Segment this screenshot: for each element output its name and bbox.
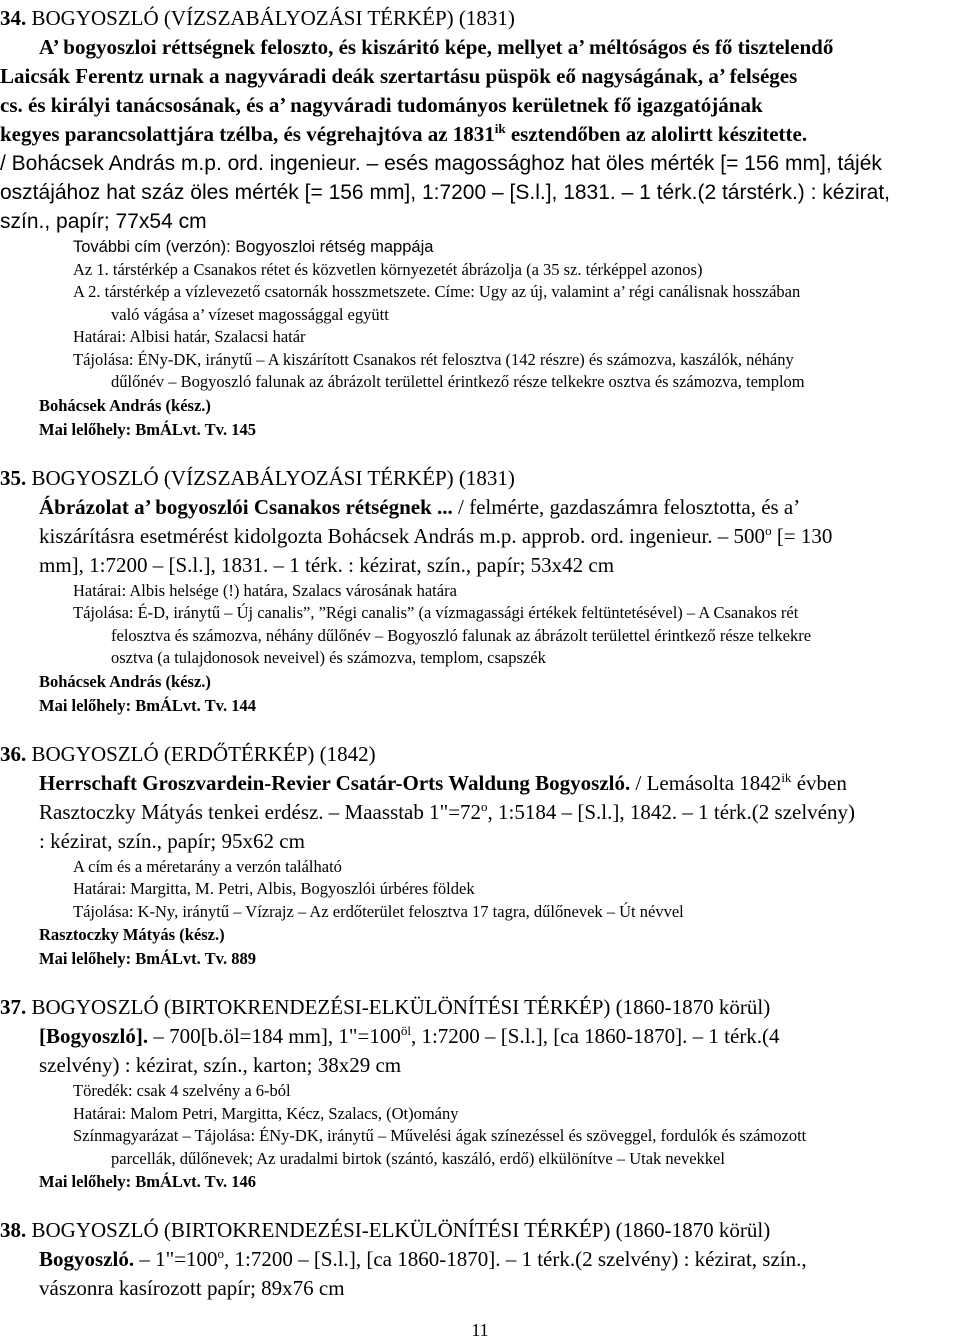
scale-text: – 1"=100 (134, 1247, 218, 1271)
entry-title-line (39, 798, 959, 827)
scale-text: – 700[b.öl=184 mm], 1"=100 (148, 1024, 401, 1048)
entry-title-line (0, 120, 959, 149)
entry-number: 34. (0, 6, 27, 30)
entry-title-line: Laicsák Ferentz urnak a nagyváradi deák szertartásu püspök eő nagyságának, a’ felséges (0, 64, 798, 88)
entry-title-line (39, 769, 959, 798)
responsibility-text: / Lemásolta 1842 (630, 770, 782, 795)
entry-number: 36. (0, 741, 27, 766)
title-text: esztendőben az alolirtt készitette. (505, 122, 808, 146)
location-line: Mai lelőhely: BmÁLvt. Tv. 144 (39, 695, 256, 715)
responsibility-text: / Bohácsek András m.p. ord. ingenieur. (0, 152, 361, 175)
entry-title-heading: BOGYOSZLÓ (ERDŐTÉRKÉP) (1842) (31, 741, 376, 766)
scale-text: [= 130 (771, 523, 833, 548)
entry-title-heading: BOGYOSZLÓ (BIRTOKRENDEZÉSI-ELKÜLÖNÍTÉSI TÉRKÉP) (1860-1870 körül) (31, 995, 771, 1019)
page-number: 11 (471, 1320, 489, 1340)
entry-title-line (39, 1245, 959, 1274)
entry-title-line: A’ bogyoszloi réttségnek feloszto, és kiszáritó képe, mellyet a’ méltóságos és fő tisztelendő (39, 35, 834, 59)
entry-title-heading: BOGYOSZLÓ (BIRTOKRENDEZÉSI-ELKÜLÖNÍTÉSI TÉRKÉP) (1860-1870 körül) (31, 1218, 771, 1242)
note-line: Határai: Margitta, M. Petri, Albis, Bogyoszlói úrbéres földek (73, 879, 475, 898)
note-line: Az 1. társtérkép a Csanakos rétet és közvetlen környezetét ábrázolja (a 35 sz. térképpel azonos) (73, 259, 703, 279)
responsibility-line (0, 149, 959, 178)
note-line: osztva (a tulajdonosok neveivel) és számozva, templom, csapszék (111, 648, 546, 667)
location-line: Mai lelőhely: BmÁLvt. Tv. 146 (39, 1172, 256, 1191)
spacer (39, 718, 959, 740)
spacer (39, 971, 959, 993)
entry-number: 37. (0, 995, 27, 1019)
scale-text: , 1:7200 – [S.l.], [ca 1860-1870]. – 1 térk.(2 szelvény) : kézirat, szín., (224, 1247, 807, 1271)
responsibility-text: kiszárításra esetmérést kidolgozta Bohácsek András m.p. approb. ord. ingenieur. – 500 (39, 523, 766, 548)
superscript: o (217, 1246, 225, 1261)
note-line: Tájolása: ÉNy-DK, iránytű – A kiszárított Csanakos rét felosztva (142 részre) és számozva, kaszálók, néhány (73, 349, 794, 369)
responsibility-text: Rasztoczky Mátyás tenkei erdész. – Maasstab 1"=72 (39, 799, 482, 824)
note-line: felosztva és számozva, néhány dűlőnév – Bogyoszló falunak az ábrázolt területtel érintkező része telkekre (111, 625, 812, 645)
entry-title-heading: BOGYOSZLÓ (VÍZSZABÁLYOZÁSI TÉRKÉP) (1831) (31, 465, 515, 490)
note-line: való vágása a’ vízeset magossággal együtt (111, 304, 389, 324)
physical-description: szín., papír; 77x54 cm (0, 210, 207, 233)
superscript: ik (781, 769, 792, 785)
responsibility-line: osztájához hat száz öles mérték [= 156 mm], 1:7200 – [S.l.], 1831. – 1 térk.(2 társtérk.) : kézirat, (0, 181, 890, 204)
physical-description: szelvény) : kézirat, szín., karton; 38x29 cm (39, 1053, 402, 1077)
location-line: Mai lelőhely: BmÁLvt. Tv. 145 (39, 419, 256, 439)
entry-heading (0, 4, 959, 33)
entry-37 (0, 993, 959, 1194)
entry-heading (0, 740, 959, 769)
author-line: Bohácsek András (kész.) (39, 395, 211, 415)
responsibility-text: / felmérte, gazdaszámra felosztotta, és a’ (452, 494, 801, 519)
title-text: Bogyoszló. (39, 1247, 135, 1271)
superscript: o (481, 798, 488, 814)
note-line: Tájolása: K-Ny, iránytű – Vízrajz – Az erdőterület felosztva 17 tagra, dűlőnevek – Út névvel (73, 901, 684, 921)
superscript: öl (400, 1023, 411, 1038)
entry-heading (0, 1216, 959, 1245)
entry-heading (0, 993, 959, 1022)
entry-34 (0, 4, 959, 442)
physical-description: vászonra kasírozott papír; 89x76 cm (39, 1276, 345, 1300)
scale-text: , 1:7200 – [S.l.], [ca 1860-1870]. – 1 térk.(4 (410, 1024, 780, 1048)
note-line: Határai: Albis helsége (!) határa, Szalacs városának határa (73, 580, 457, 600)
note-line: parcellák, dűlőnevek; Az uradalmi birtok (szántó, kaszáló, erdő) elkülönítve – Utak nevekkel (111, 1148, 725, 1168)
title-text: kegyes parancsolattjára tzélba, és végrehajtóva az 1831 (0, 122, 495, 146)
entry-title-line: cs. és királyi tanácsosának, és a’ nagyváradi tudományos kerületnek fő igazgatójának (0, 93, 763, 117)
spacer (39, 442, 959, 464)
note-line: Töredék: csak 4 szelvény a 6-ból (73, 1081, 291, 1100)
entry-heading (0, 464, 959, 493)
entry-title-line (39, 522, 959, 551)
entry-35 (0, 464, 959, 718)
title-text: Ábrázolat a’ bogyoszlói Csanakos rétségnek ... (39, 494, 453, 519)
note-line: A cím és a méretarány a verzón található (73, 856, 342, 876)
entry-title-heading: BOGYOSZLÓ (VÍZSZABÁLYOZÁSI TÉRKÉP) (1831) (31, 6, 515, 30)
note-line: További cím (verzón): Bogyoszloi rétség mappája (73, 238, 434, 256)
note-line: Színmagyarázat – Tájolása: ÉNy-DK, iránytű – Művelési ágak színezéssel és szöveggel, fordulók és számozott (73, 1126, 807, 1145)
scale-text: – esés magossághoz hat öles mérték [= 156 mm], tájék (360, 152, 882, 175)
entry-number: 38. (0, 1218, 27, 1242)
superscript: o (765, 522, 772, 538)
entry-title-line (39, 493, 959, 522)
note-line: A 2. társtérkép a vízlevezető csatornák hosszmetszete. Címe: Ugy az új, valamint a’ régi canálisnak hosszában (73, 282, 801, 301)
title-text: Herrschaft Groszvardein-Revier Csatár-Orts Waldung Bogyoszló. (39, 770, 631, 795)
title-text: [Bogyoszló]. (39, 1024, 149, 1048)
entry-36 (0, 740, 959, 972)
author-line: Bohácsek András (kész.) (39, 671, 211, 691)
catalog-page (0, 4, 959, 1303)
scale-text: , 1:5184 – [S.l.], 1842. – 1 térk.(2 szelvény) (487, 799, 855, 824)
entry-number: 35. (0, 465, 27, 490)
spacer (39, 1194, 959, 1216)
note-line: Határai: Malom Petri, Margitta, Kécz, Szalacs, (Ot)omány (73, 1103, 459, 1123)
author-line: Rasztoczky Mátyás (kész.) (39, 925, 225, 944)
location-line: Mai lelőhely: BmÁLvt. Tv. 889 (39, 949, 256, 968)
entry-title-line (39, 1022, 959, 1051)
note-line: dűlőnév – Bogyoszló falunak az ábrázolt területtel érintkező része telkekre osztva és számozva, templom (111, 372, 805, 391)
physical-description: : kézirat, szín., papír; 95x62 cm (39, 828, 305, 853)
responsibility-text: évben (791, 770, 847, 795)
entry-38 (0, 1216, 959, 1303)
superscript: ik (494, 121, 506, 136)
physical-description: mm], 1:7200 – [S.l.], 1831. – 1 térk. : kézirat, szín., papír; 53x42 cm (39, 552, 615, 577)
note-line: Határai: Albisi határ, Szalacsi határ (73, 327, 306, 346)
note-line: Tájolása: É-D, iránytű – Új canalis”, ”Régi canalis” (a vízmagassági értékek feltüntetésével) – A Csanakos rét (73, 603, 799, 622)
